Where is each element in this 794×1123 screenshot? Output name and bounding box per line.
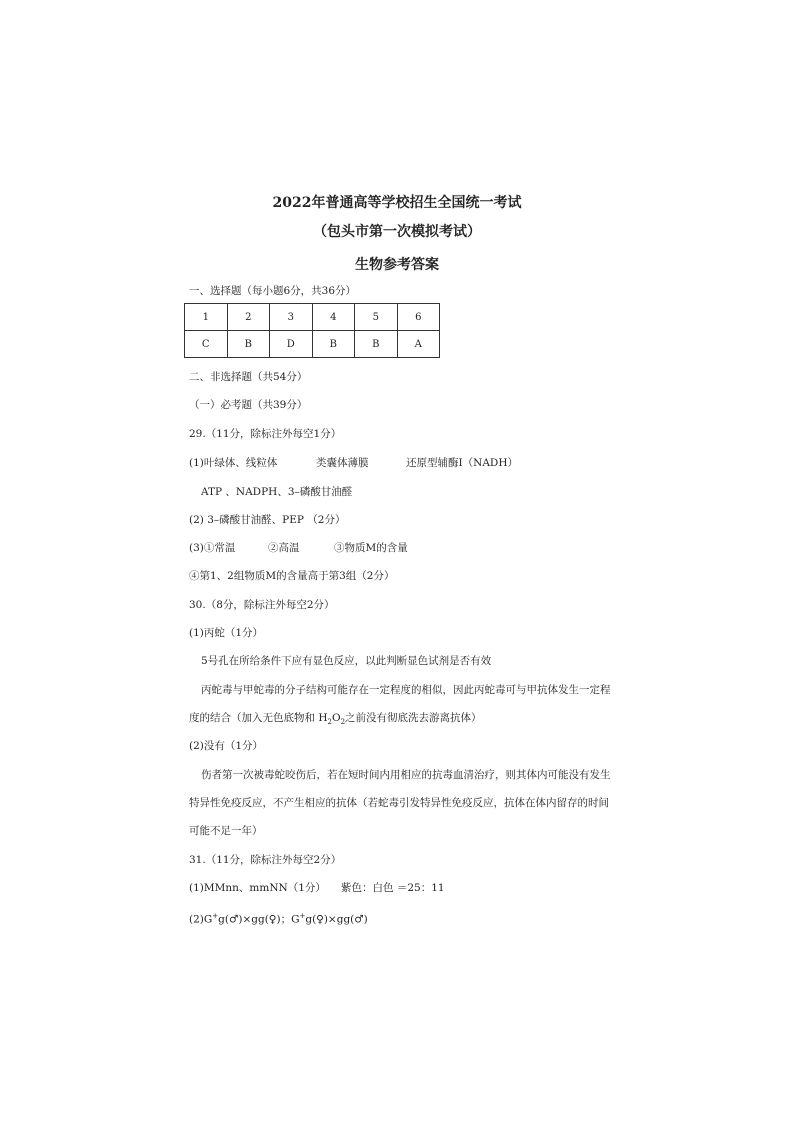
answer-cell: B <box>312 331 355 358</box>
q31-answer-2b: g(♂)×gg(♀)；G <box>218 913 300 926</box>
q29-answer-2: ATP 、NADPH、3–磷酸甘油醛 <box>201 486 353 498</box>
question-number-row <box>185 304 440 331</box>
q31-answer-2c: g(♀)×gg(♂) <box>305 913 368 926</box>
answer-cell: D <box>270 331 313 358</box>
q29-answer-5: ④第1、2组物质M的含量高于第3组（2分） <box>189 570 395 582</box>
q29-answer-3: (2) 3–磷酸甘油醛、PEP （2分） <box>189 514 346 526</box>
q31-answer-2 <box>189 909 368 927</box>
q31-answer-1a: (1)MMnn、mmNN（1分） <box>189 882 326 894</box>
superscript: + <box>299 912 306 920</box>
q29-heading: 29.（11分，除标注外每空1分） <box>189 428 342 440</box>
q29-answer-1b: 类囊体薄膜 <box>316 457 369 469</box>
q30-answer-3: 丙蛇毒与甲蛇毒的分子结构可能存在一定程度的相似，因此丙蛇毒可与甲抗体发生一定程 <box>201 684 611 696</box>
q30-answer-4b: 之前没有彻底洗去游离抗体） <box>345 712 482 724</box>
q30-answer-8: 可能不足一年） <box>189 825 263 837</box>
answer-cell: B <box>355 331 398 358</box>
section2-heading: 二、非选择题（共54分） <box>189 371 308 383</box>
section2-subheading: （一）必考题（共39分） <box>189 399 308 411</box>
answer-table <box>184 303 440 358</box>
q30-answer-4 <box>189 711 482 729</box>
q29-answer-4a: (3)①常温 <box>189 542 236 554</box>
question-number: 4 <box>312 304 355 331</box>
section1-heading: 一、选择题（每小题6分，共36分） <box>189 285 357 297</box>
q30-answer-1: (1)丙蛇（1分） <box>189 627 264 639</box>
q30-answer-7: 特异性免疫反应，不产生相应的抗体（若蛇毒引发特异性免疫反应，抗体在体内留存的时间 <box>189 797 609 809</box>
question-number: 2 <box>227 304 270 331</box>
q31-answer-2a: (2)G <box>189 913 213 926</box>
document-title: 生物参考答案 <box>355 257 439 273</box>
q30-answer-4a: 度的结合（加入无色底物和 H <box>189 712 328 724</box>
subscript: 2 <box>340 718 346 727</box>
answer-cell: B <box>227 331 270 358</box>
question-number: 6 <box>397 304 440 331</box>
answer-row <box>185 331 440 358</box>
q29-answer-4c: ③物质M的含量 <box>334 542 408 554</box>
question-number: 5 <box>355 304 398 331</box>
exam-title: 2022年普通高等学校招生全国统一考试 <box>272 195 522 211</box>
q29-answer-1a: (1)叶绿体、线粒体 <box>189 457 278 469</box>
oxygen-symbol: O <box>331 712 341 724</box>
answer-cell: C <box>185 331 228 358</box>
q30-heading: 30.（8分，除标注外每空2分） <box>189 599 335 611</box>
q30-answer-5: (2)没有（1分） <box>189 740 264 752</box>
q30-answer-2: 5号孔在所给条件下应有显色反应，以此判断显色试剂是否有效 <box>201 655 492 667</box>
q31-answer-1b: 紫色：白色 ＝25：11 <box>341 882 445 894</box>
q30-answer-6: 伤者第一次被毒蛇咬伤后，若在短时间内用相应的抗毒血清治疗，则其体内可能没有发生 <box>201 769 611 781</box>
superscript: + <box>212 912 219 920</box>
question-number: 1 <box>185 304 228 331</box>
q29-answer-1c: 还原型辅酶Ⅰ（NADH） <box>406 457 518 469</box>
subscript: 2 <box>327 718 332 727</box>
q31-heading: 31.（11分，除标注外每空2分） <box>189 854 342 866</box>
q29-answer-4b: ②高温 <box>268 542 300 554</box>
answer-cell: A <box>397 331 440 358</box>
exam-subtitle: （包头市第一次模拟考试） <box>313 224 481 240</box>
question-number: 3 <box>270 304 313 331</box>
